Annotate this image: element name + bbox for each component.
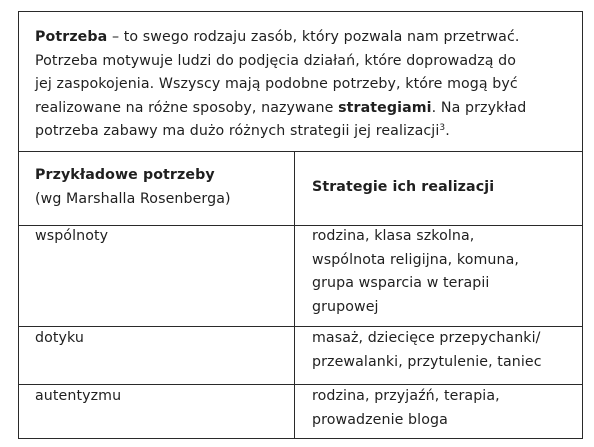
strategy-3-line-2: prowadzenie bloga <box>312 411 448 428</box>
table-header-needs <box>35 164 285 211</box>
intro-line-4-pre: realizowane na różne sposoby, nazywane <box>35 99 339 116</box>
strategy-1-line-4: grupowej <box>312 298 379 315</box>
table-row-need-3: autentyzmu <box>35 388 122 404</box>
footnote-marker[interactable]: 3 <box>439 123 446 133</box>
strategy-2-line-1: masaż, dziecięce przepychanki/ <box>312 330 541 346</box>
intro-line-4-post: . Na przykład <box>431 99 527 116</box>
intro-line-4 <box>35 97 566 121</box>
table-row-need-2: dotyku <box>35 330 85 346</box>
strategy-1-line-3: grupa wsparcia w terapii <box>312 275 490 291</box>
intro-line-5-end: . <box>445 123 450 139</box>
term-potrzeba: Potrzeba <box>35 29 108 45</box>
intro-line-1 <box>35 26 566 50</box>
header-needs-subtitle: (wg Marshalla Rosenberga) <box>35 190 231 207</box>
divider-intro-table <box>19 151 582 152</box>
strategy-2-line-2: przewalanki, przytulenie, taniec <box>312 353 542 370</box>
table-row-strategy-2 <box>312 327 567 374</box>
intro-line-5 <box>35 120 566 144</box>
info-box <box>18 11 583 439</box>
strategy-1-line-2: wspólnota religijna, komuna, <box>312 251 519 268</box>
table-row-need-1: wspólnoty <box>35 228 109 244</box>
table-row-strategy-1 <box>312 225 567 319</box>
intro-line-2: Potrzeba motywuje ludzi do podjęcia działań, które doprowadzą do <box>35 52 517 69</box>
header-needs-title: Przykładowe potrzeby <box>35 167 215 183</box>
table-column-divider <box>294 151 295 438</box>
table-header-strategies: Strategie ich realizacji <box>312 179 495 195</box>
intro-line-3: jej zaspokojenia. Wszyscy mają podobne potrzeby, które mogą być <box>35 76 518 92</box>
intro-line-1-rest: – to swego rodzaju zasób, który pozwala nam przetrwać. <box>107 29 520 45</box>
intro-line-5-text: potrzeba zabawy ma dużo różnych strategii jej realizacji <box>35 123 440 139</box>
term-strategie: strategiami <box>338 99 432 116</box>
strategy-1-line-1: rodzina, klasa szkolna, <box>312 228 475 244</box>
intro-paragraph <box>19 12 582 151</box>
table-row-strategy-3 <box>312 385 567 432</box>
strategy-3-line-1: rodzina, przyjaźń, terapia, <box>312 388 500 404</box>
